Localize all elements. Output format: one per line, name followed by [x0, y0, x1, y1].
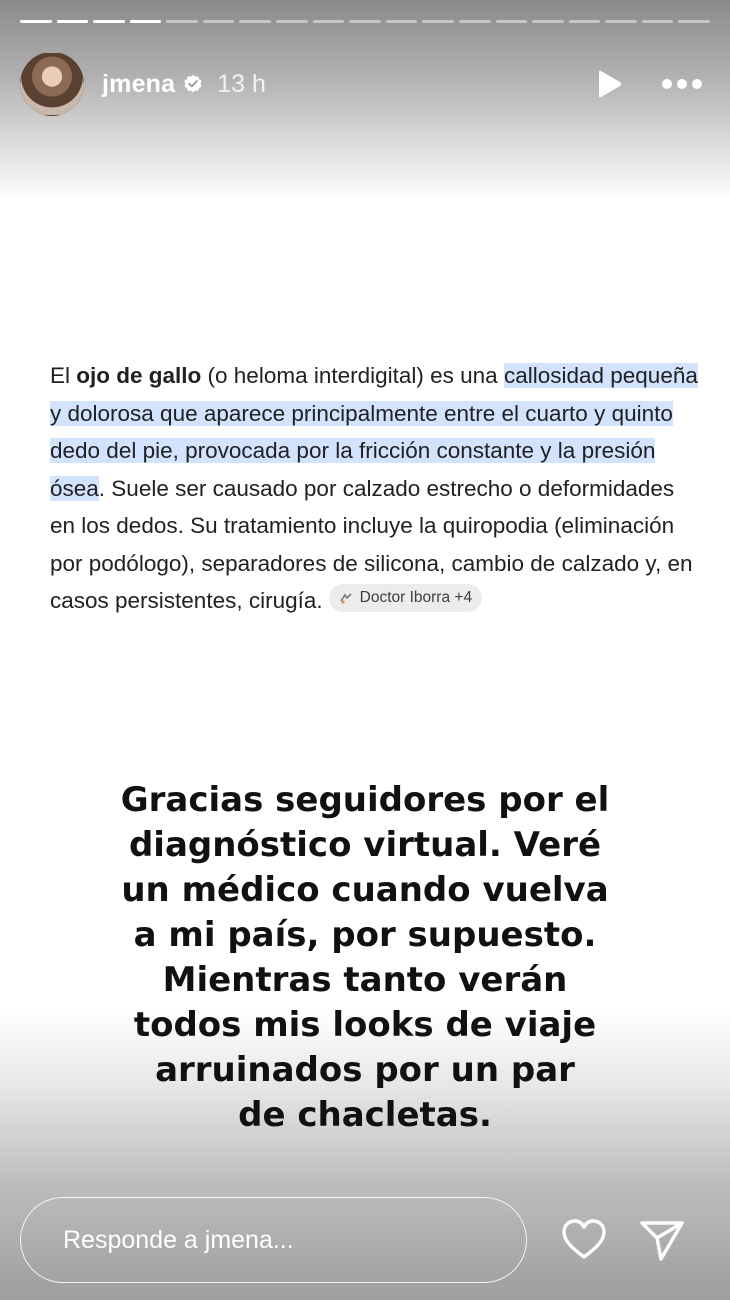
source-chip-label: Doctor Iborra +4: [359, 589, 473, 606]
caption-line: todos mis looks de viaje: [133, 1005, 597, 1045]
heart-icon: [558, 1214, 610, 1266]
caption-line: un médico cuando vuelva: [121, 870, 609, 910]
send-button[interactable]: [636, 1214, 688, 1266]
play-button[interactable]: [592, 67, 626, 101]
caption-line: Gracias seguidores por el: [120, 780, 610, 820]
progress-segment: [496, 20, 528, 23]
excerpt-highlighted-text: callosidad pequeña y dolorosa que aparece principalmente entre el cuarto y quinto dedo del pie, provocada por la fricción constante y la presión ósea: [50, 363, 698, 501]
caption-line: a mi país, por supuesto.: [133, 915, 597, 955]
excerpt-term: ojo de gallo: [76, 363, 202, 388]
avatar[interactable]: [20, 52, 84, 116]
story-progress-bar: [20, 20, 710, 24]
excerpt-text-rest: . Suele ser causado por calzado estrecho o deformidades en los dedos. Su tratamiento incluye la quiropodia (eliminación por podólogo), separadores de silicona, cambio de calzado y, en casos persistentes, cirugía.: [50, 475, 693, 613]
progress-segment: [532, 20, 564, 23]
story-caption: [65, 778, 665, 1138]
send-icon: [636, 1214, 688, 1266]
progress-segment: [678, 20, 710, 23]
reply-placeholder: Responde a jmena...: [63, 1225, 294, 1254]
progress-segment: [313, 20, 345, 23]
progress-segment: [569, 20, 601, 23]
progress-segment: [605, 20, 637, 23]
verified-badge-icon: [183, 74, 203, 94]
progress-segment: [203, 20, 235, 23]
story-header: [20, 52, 710, 116]
more-dots-icon: [661, 78, 703, 90]
progress-segment: [276, 20, 308, 23]
progress-segment: [130, 20, 162, 23]
progress-segment: [93, 20, 125, 23]
reply-input[interactable]: [20, 1197, 527, 1283]
progress-segment: [422, 20, 454, 23]
progress-segment: [166, 20, 198, 23]
play-icon: [595, 69, 623, 99]
excerpt-text-definition: (o heloma interdigital) es una: [201, 363, 504, 388]
progress-segment: [239, 20, 271, 23]
progress-segment: [57, 20, 89, 23]
post-time: 13 h: [217, 69, 266, 98]
caption-line: Mientras tanto verán: [162, 960, 568, 1000]
source-favicon-icon: [339, 591, 353, 605]
progress-segment: [349, 20, 381, 23]
progress-segment: [386, 20, 418, 23]
progress-segment: [20, 20, 52, 23]
more-options-button[interactable]: [660, 67, 704, 101]
caption-line: de chacletas.: [238, 1095, 492, 1135]
progress-segment: [642, 20, 674, 23]
caption-line: diagnóstico virtual. Veré: [128, 825, 602, 865]
excerpt-text-intro: El: [50, 363, 77, 388]
search-result-excerpt: [50, 357, 700, 620]
source-chip[interactable]: [329, 584, 482, 612]
caption-line: arruinados por un par: [155, 1050, 575, 1090]
like-button[interactable]: [558, 1214, 610, 1266]
progress-segment: [459, 20, 491, 23]
username[interactable]: jmena: [102, 69, 176, 98]
